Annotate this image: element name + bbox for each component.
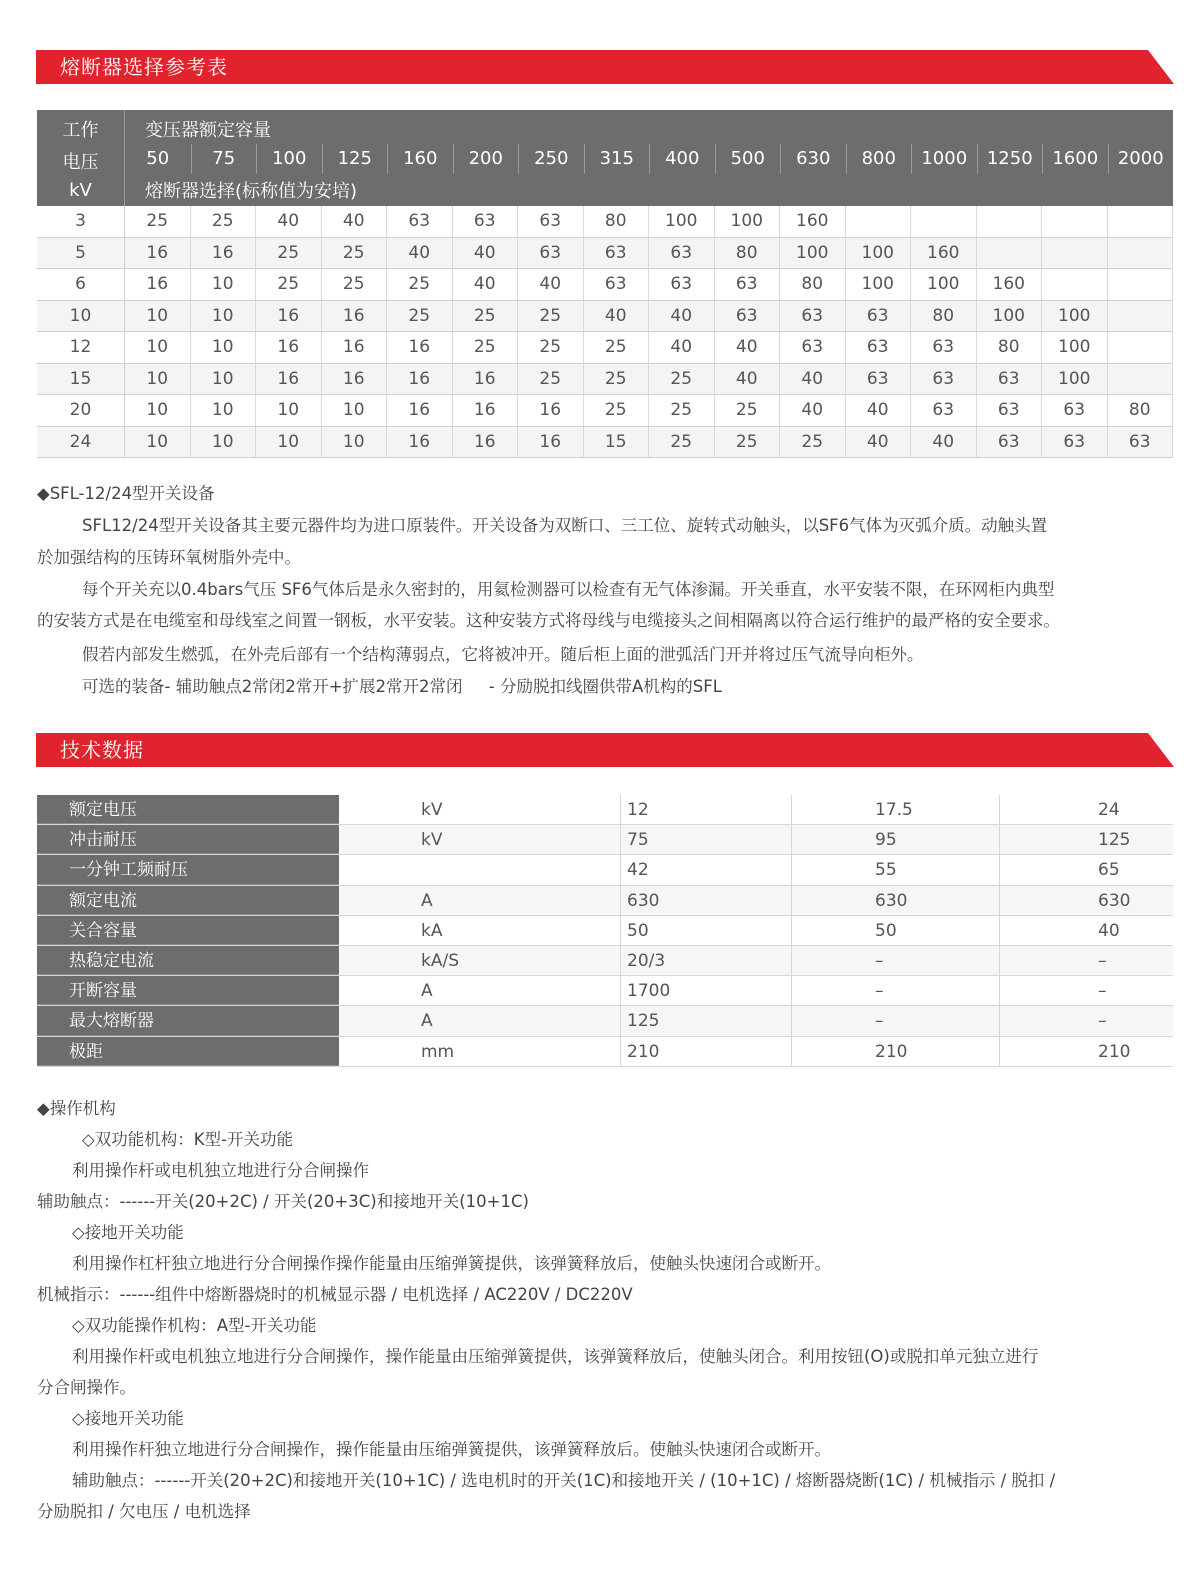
capacity-cell: 315 xyxy=(584,144,650,174)
k-type-aux-contacts: 辅助触点：------开关(20+2C) / 开关(20+3C)和接地开关(10+1C) xyxy=(37,1192,529,1211)
value-17-5kv: 55 xyxy=(792,855,1000,884)
fuse-value-cell: 16 xyxy=(453,427,519,458)
kv-label-line-3: kV xyxy=(69,180,92,201)
fuse-value-cell: 16 xyxy=(387,395,453,426)
fuse-value-cell xyxy=(1042,269,1108,300)
fuse-value-cell xyxy=(1042,238,1108,269)
fuse-value-cell: 63 xyxy=(453,206,519,237)
fuse-value-cell: 25 xyxy=(256,269,322,300)
fuse-value-cell: 16 xyxy=(125,269,191,300)
fuse-value-cell xyxy=(977,206,1043,237)
value-17-5kv: 210 xyxy=(792,1037,1000,1066)
fuse-value-cell xyxy=(1108,206,1174,237)
value-24kv: 125 xyxy=(1000,825,1173,854)
fuse-value-cell: 40 xyxy=(518,269,584,300)
sfl-paragraph-1a: SFL12/24型开关设备其主要元器件均为进口原装件。开关设备为双断口、三工位、旋转式动触头，以SF6气体为灭弧介质。动触头置 xyxy=(82,516,1048,535)
value-12kv: 50 xyxy=(621,916,792,945)
fuse-value-cell: 40 xyxy=(715,332,781,363)
section-banner-fuse xyxy=(36,50,1174,84)
capacity-cell: 630 xyxy=(780,144,846,174)
parameter-name: 额定电流 xyxy=(37,886,339,915)
capacity-cell: 250 xyxy=(518,144,584,174)
fuse-value-cell: 10 xyxy=(125,301,191,332)
fuse-value-cell: 10 xyxy=(322,395,388,426)
fuse-value-cell: 63 xyxy=(518,238,584,269)
unit-cell: mm xyxy=(339,1037,621,1066)
fuse-value-cell: 100 xyxy=(649,206,715,237)
value-17-5kv: – xyxy=(792,976,1000,1005)
fuse-value-cell: 80 xyxy=(911,301,977,332)
fuse-value-cell: 100 xyxy=(977,301,1043,332)
fuse-value-cell: 16 xyxy=(518,427,584,458)
fuse-value-cell: 10 xyxy=(191,364,257,395)
fuse-value-cell: 100 xyxy=(1042,364,1108,395)
fuse-value-cell xyxy=(1108,332,1174,363)
fuse-value-cell: 63 xyxy=(715,301,781,332)
kv-label-line-2: 电压 xyxy=(62,152,99,173)
fuse-value-cell: 10 xyxy=(125,332,191,363)
sfl-optional-equipment: 可选的装备- 辅助触点2常闭2常开+扩展2常开2常闭 - 分励脱扣线圈供带A机构的SFL xyxy=(82,677,722,696)
fuse-value-cell xyxy=(1108,238,1174,269)
value-24kv: – xyxy=(1000,1006,1173,1035)
fuse-value-cell: 40 xyxy=(846,395,912,426)
kv-label-line-1: 工作 xyxy=(62,120,99,141)
k-type-description: 利用操作杆或电机独立地进行分合闸操作 xyxy=(72,1161,369,1180)
fuse-value-cell: 100 xyxy=(911,269,977,300)
value-17-5kv: 95 xyxy=(792,825,1000,854)
fuse-value-cell: 10 xyxy=(191,395,257,426)
fuse-value-cell: 10 xyxy=(191,269,257,300)
section-banner-tech xyxy=(36,733,1174,767)
fuse-value-cell: 10 xyxy=(191,427,257,458)
fuse-value-cell: 160 xyxy=(911,238,977,269)
fuse-value-cell: 25 xyxy=(518,364,584,395)
fuse-value-cell: 25 xyxy=(518,301,584,332)
fuse-value-cell: 63 xyxy=(518,206,584,237)
fuse-value-cell: 40 xyxy=(911,427,977,458)
table-row xyxy=(37,269,1173,301)
fuse-value-cell: 16 xyxy=(387,427,453,458)
fuse-value-cell: 80 xyxy=(715,238,781,269)
fuse-value-cell: 80 xyxy=(584,206,650,237)
fuse-value-cell: 16 xyxy=(256,332,322,363)
fuse-header: 熔断器选择(标称值为安培) xyxy=(145,181,358,202)
fuse-value-cell: 63 xyxy=(911,364,977,395)
capacity-cell: 1600 xyxy=(1042,144,1108,174)
value-24kv: 65 xyxy=(1098,860,1120,881)
fuse-value-cell: 25 xyxy=(649,364,715,395)
fuse-value-cell: 63 xyxy=(846,364,912,395)
value-24kv: 210 xyxy=(1098,1041,1131,1062)
earthing-switch-description-2: 利用操作杆独立地进行分合闸操作，操作能量由压缩弹簧提供，该弹簧释放后。使触头快速闭合或断开。 xyxy=(72,1440,831,1459)
fuse-value-cell: 63 xyxy=(649,238,715,269)
sfl-paragraph-2b: 的安装方式是在电缆室和母线室之间置一钢板，水平安装。这种安装方式将母线与电缆接头之间相隔离以符合运行维护的最严格的安全要求。 xyxy=(37,611,1060,630)
fuse-value-cell: 16 xyxy=(256,301,322,332)
fuse-value-cell: 25 xyxy=(125,206,191,237)
unit-cell: A xyxy=(339,976,621,1005)
fuse-value-cell: 63 xyxy=(1042,427,1108,458)
fuse-value-cell: 63 xyxy=(584,238,650,269)
parameter-name: 极距 xyxy=(37,1037,339,1066)
parameter-name: 热稳定电流 xyxy=(37,946,339,975)
fuse-value-cell: 63 xyxy=(780,301,846,332)
fuse-value-cell: 25 xyxy=(518,332,584,363)
capacity-cell: 500 xyxy=(715,144,781,174)
fuse-value-cell: 100 xyxy=(846,269,912,300)
fuse-value-cell: 80 xyxy=(977,332,1043,363)
unit-cell: A xyxy=(339,1006,621,1035)
capacity-cell: 2000 xyxy=(1108,144,1174,174)
capacity-cell: 800 xyxy=(846,144,912,174)
fuse-value-cell: 25 xyxy=(387,301,453,332)
fuse-value-cell: 63 xyxy=(977,427,1043,458)
sfl-paragraph-3: 假若内部发生燃弧，在外壳后部有一个结构薄弱点，它将被冲开。随后柜上面的泄弧活门开并将过压气流导向柜外。 xyxy=(82,645,924,664)
voltage-cell: 24 xyxy=(37,427,125,458)
fuse-value-cell: 25 xyxy=(387,269,453,300)
fuse-value-cell: 160 xyxy=(977,269,1043,300)
aux-contacts-2b: 分励脱扣 / 欠电压 / 电机选择 xyxy=(37,1502,251,1521)
fuse-value-cell: 25 xyxy=(584,395,650,426)
value-17-5kv: 17.5 xyxy=(792,795,1000,824)
fuse-value-cell: 40 xyxy=(715,364,781,395)
fuse-value-cell: 10 xyxy=(125,395,191,426)
voltage-cell: 6 xyxy=(37,269,125,300)
value-24kv: – xyxy=(1098,981,1107,1002)
capacity-cell: 50 xyxy=(146,148,170,169)
fuse-value-cell: 100 xyxy=(846,238,912,269)
fuse-value-cell: 16 xyxy=(125,238,191,269)
fuse-value-cell: 100 xyxy=(715,206,781,237)
fuse-value-cell: 16 xyxy=(387,364,453,395)
fuse-value-cell: 40 xyxy=(453,238,519,269)
fuse-value-cell: 16 xyxy=(453,364,519,395)
value-17-5kv: – xyxy=(792,946,1000,975)
earthing-switch-title-1: ◇接地开关功能 xyxy=(72,1223,184,1242)
fuse-value-cell: 40 xyxy=(322,206,388,237)
fuse-value-cell: 40 xyxy=(453,269,519,300)
fuse-value-cell xyxy=(911,206,977,237)
capacity-header: 变压器额定容量 xyxy=(145,120,271,141)
table-row xyxy=(37,395,1173,427)
fuse-value-cell: 25 xyxy=(322,269,388,300)
value-12kv: 630 xyxy=(621,886,792,915)
fuse-value-cell: 25 xyxy=(453,301,519,332)
fuse-table-header xyxy=(37,110,1173,206)
banner-shape xyxy=(36,733,1174,767)
table-row xyxy=(37,795,1173,825)
fuse-value-cell: 25 xyxy=(256,238,322,269)
value-24kv: – xyxy=(1000,946,1173,975)
fuse-value-cell: 10 xyxy=(256,395,322,426)
parameter-name: 开断容量 xyxy=(37,976,339,1005)
parameter-name: 额定电压 xyxy=(37,795,339,824)
fuse-selection-table xyxy=(37,110,1173,458)
a-type-description-1: 利用操作杆或电机独立地进行分合闸操作，操作能量由压缩弹簧提供，该弹簧释放后，使触头闭合。利用按钮(O)或脱扣单元独立进行 xyxy=(72,1347,1039,1366)
value-12kv: 75 xyxy=(621,825,792,854)
fuse-value-cell: 63 xyxy=(649,269,715,300)
fuse-value-cell: 16 xyxy=(322,332,388,363)
fuse-value-cell: 100 xyxy=(1042,301,1108,332)
fuse-value-cell: 40 xyxy=(649,301,715,332)
value-12kv: 20/3 xyxy=(621,946,792,975)
fuse-value-cell: 10 xyxy=(191,301,257,332)
value-12kv: 12 xyxy=(621,795,792,824)
fuse-value-cell: 40 xyxy=(387,238,453,269)
capacity-cell: 125 xyxy=(322,144,388,174)
fuse-value-cell xyxy=(846,206,912,237)
earthing-switch-title-2: ◇接地开关功能 xyxy=(72,1409,184,1428)
fuse-value-cell: 16 xyxy=(322,364,388,395)
fuse-value-cell xyxy=(977,238,1043,269)
fuse-value-cell: 25 xyxy=(715,395,781,426)
parameter-name: 关合容量 xyxy=(37,916,339,945)
fuse-value-cell: 10 xyxy=(191,332,257,363)
fuse-value-cell: 63 xyxy=(1042,395,1108,426)
table-row xyxy=(37,886,1173,916)
fuse-value-cell: 40 xyxy=(584,301,650,332)
table-row xyxy=(37,206,1173,238)
fuse-value-cell: 63 xyxy=(715,269,781,300)
fuse-value-cell: 63 xyxy=(846,301,912,332)
table-row xyxy=(37,427,1173,459)
unit-cell: kV xyxy=(339,825,621,854)
value-24kv: 40 xyxy=(1098,920,1120,941)
table-row xyxy=(37,1037,1173,1067)
fuse-value-cell: 25 xyxy=(715,427,781,458)
unit-cell: kA xyxy=(339,916,621,945)
fuse-value-cell: 16 xyxy=(518,395,584,426)
voltage-cell: 15 xyxy=(37,364,125,395)
fuse-value-cell: 25 xyxy=(649,395,715,426)
fuse-value-cell xyxy=(1108,301,1174,332)
fuse-value-cell: 80 xyxy=(1108,395,1174,426)
section-title: 技术数据 xyxy=(60,738,144,762)
value-24kv: 630 xyxy=(1000,886,1173,915)
capacity-cell: 200 xyxy=(453,144,519,174)
fuse-value-cell: 16 xyxy=(256,364,322,395)
sfl-paragraph-2a: 每个开关充以0.4bars气压 SF6气体后是永久密封的，用氦检测器可以检查有无气体渗漏。开关垂直，水平安装不限，在环网柜内典型 xyxy=(82,580,1055,599)
capacity-cell: 400 xyxy=(649,144,715,174)
value-12kv: 42 xyxy=(621,855,792,884)
unit-cell: kA/S xyxy=(339,946,621,975)
fuse-value-cell: 40 xyxy=(780,395,846,426)
fuse-value-cell: 25 xyxy=(584,364,650,395)
fuse-value-cell: 63 xyxy=(846,332,912,363)
fuse-value-cell: 40 xyxy=(780,364,846,395)
fuse-value-cell: 25 xyxy=(322,238,388,269)
mechanism-heading: ◆操作机构 xyxy=(37,1099,116,1118)
unit-cell xyxy=(339,855,621,884)
fuse-value-cell: 80 xyxy=(780,269,846,300)
fuse-value-cell: 63 xyxy=(1108,427,1174,458)
fuse-value-cell: 15 xyxy=(584,427,650,458)
a-type-description-2: 分合闸操作。 xyxy=(37,1378,136,1397)
table-row xyxy=(37,916,1173,946)
fuse-value-cell: 63 xyxy=(584,269,650,300)
fuse-value-cell: 16 xyxy=(322,301,388,332)
k-type-title: ◇双功能机构：K型-开关功能 xyxy=(82,1130,293,1149)
fuse-value-cell: 40 xyxy=(256,206,322,237)
fuse-value-cell: 10 xyxy=(125,364,191,395)
capacity-cell: 160 xyxy=(387,144,453,174)
capacity-cell: 1250 xyxy=(977,144,1043,174)
parameter-name: 冲击耐压 xyxy=(37,825,339,854)
parameter-name: 最大熔断器 xyxy=(37,1006,339,1035)
fuse-table-body xyxy=(37,206,1173,458)
fuse-value-cell: 25 xyxy=(649,427,715,458)
parameter-name: 一分钟工频耐压 xyxy=(37,855,339,884)
capacity-cell: 100 xyxy=(256,144,322,174)
table-row xyxy=(37,1006,1173,1036)
table-row xyxy=(37,855,1173,885)
capacity-cell: 1000 xyxy=(911,144,977,174)
earthing-switch-description-1: 利用操作杠杆独立地进行分合闸操作操作能量由压缩弹簧提供，该弹簧释放后，使触头快速闭合或断开。 xyxy=(72,1254,831,1273)
fuse-value-cell: 63 xyxy=(977,395,1043,426)
fuse-value-cell: 10 xyxy=(125,427,191,458)
fuse-value-cell: 25 xyxy=(780,427,846,458)
section-title: 熔断器选择参考表 xyxy=(60,55,228,79)
technical-data-table xyxy=(37,795,1173,1067)
fuse-value-cell: 40 xyxy=(846,427,912,458)
fuse-value-cell: 63 xyxy=(387,206,453,237)
sfl-heading: ◆SFL-12/24型开关设备 xyxy=(37,484,215,503)
value-12kv: 125 xyxy=(621,1006,792,1035)
a-type-title: ◇双功能操作机构：A型-开关功能 xyxy=(72,1316,317,1335)
fuse-value-cell: 63 xyxy=(780,332,846,363)
fuse-value-cell: 100 xyxy=(780,238,846,269)
fuse-value-cell: 25 xyxy=(584,332,650,363)
capacity-values xyxy=(125,144,1173,174)
value-17-5kv: – xyxy=(792,1006,1000,1035)
table-row xyxy=(37,301,1173,333)
value-12kv: 1700 xyxy=(621,976,792,1005)
fuse-value-cell: 63 xyxy=(911,332,977,363)
fuse-value-cell: 160 xyxy=(780,206,846,237)
fuse-value-cell: 63 xyxy=(911,395,977,426)
fuse-value-cell: 100 xyxy=(1042,332,1108,363)
unit-cell: kV xyxy=(339,795,621,824)
table-row xyxy=(37,946,1173,976)
fuse-value-cell xyxy=(1108,364,1174,395)
voltage-cell: 10 xyxy=(37,301,125,332)
value-17-5kv: 630 xyxy=(792,886,1000,915)
capacity-cell: 75 xyxy=(191,144,257,174)
fuse-value-cell: 16 xyxy=(453,395,519,426)
fuse-value-cell xyxy=(1042,206,1108,237)
fuse-value-cell: 40 xyxy=(649,332,715,363)
fuse-value-cell: 25 xyxy=(453,332,519,363)
value-17-5kv: 50 xyxy=(792,916,1000,945)
fuse-value-cell: 10 xyxy=(322,427,388,458)
fuse-value-cell: 25 xyxy=(191,206,257,237)
sfl-paragraph-1b: 於加强结构的压铸环氧树脂外壳中。 xyxy=(37,548,301,567)
fuse-value-cell: 16 xyxy=(191,238,257,269)
fuse-value-cell: 10 xyxy=(256,427,322,458)
fuse-value-cell: 16 xyxy=(387,332,453,363)
mechanical-indicator: 机械指示：------组件中熔断器烧时的机械显示器 / 电机选择 / AC220V / DC220V xyxy=(37,1285,633,1304)
table-row xyxy=(37,332,1173,364)
voltage-cell: 20 xyxy=(37,395,125,426)
table-row xyxy=(37,825,1173,855)
voltage-cell: 3 xyxy=(37,206,125,237)
unit-cell: A xyxy=(339,886,621,915)
table-row xyxy=(37,238,1173,270)
voltage-cell: 12 xyxy=(37,332,125,363)
fuse-value-cell xyxy=(1108,269,1174,300)
aux-contacts-2a: 辅助触点：------开关(20+2C)和接地开关(10+1C) / 选电机时的开关(1C)和接地开关 / (10+1C) / 熔断器烧断(1C) / 机械指示 / 脱扣 / xyxy=(72,1471,1056,1490)
table-row xyxy=(37,364,1173,396)
value-24kv: 24 xyxy=(1098,800,1120,820)
fuse-value-cell: 63 xyxy=(977,364,1043,395)
value-12kv: 210 xyxy=(621,1037,792,1066)
voltage-cell: 5 xyxy=(37,238,125,269)
table-row xyxy=(37,976,1173,1006)
